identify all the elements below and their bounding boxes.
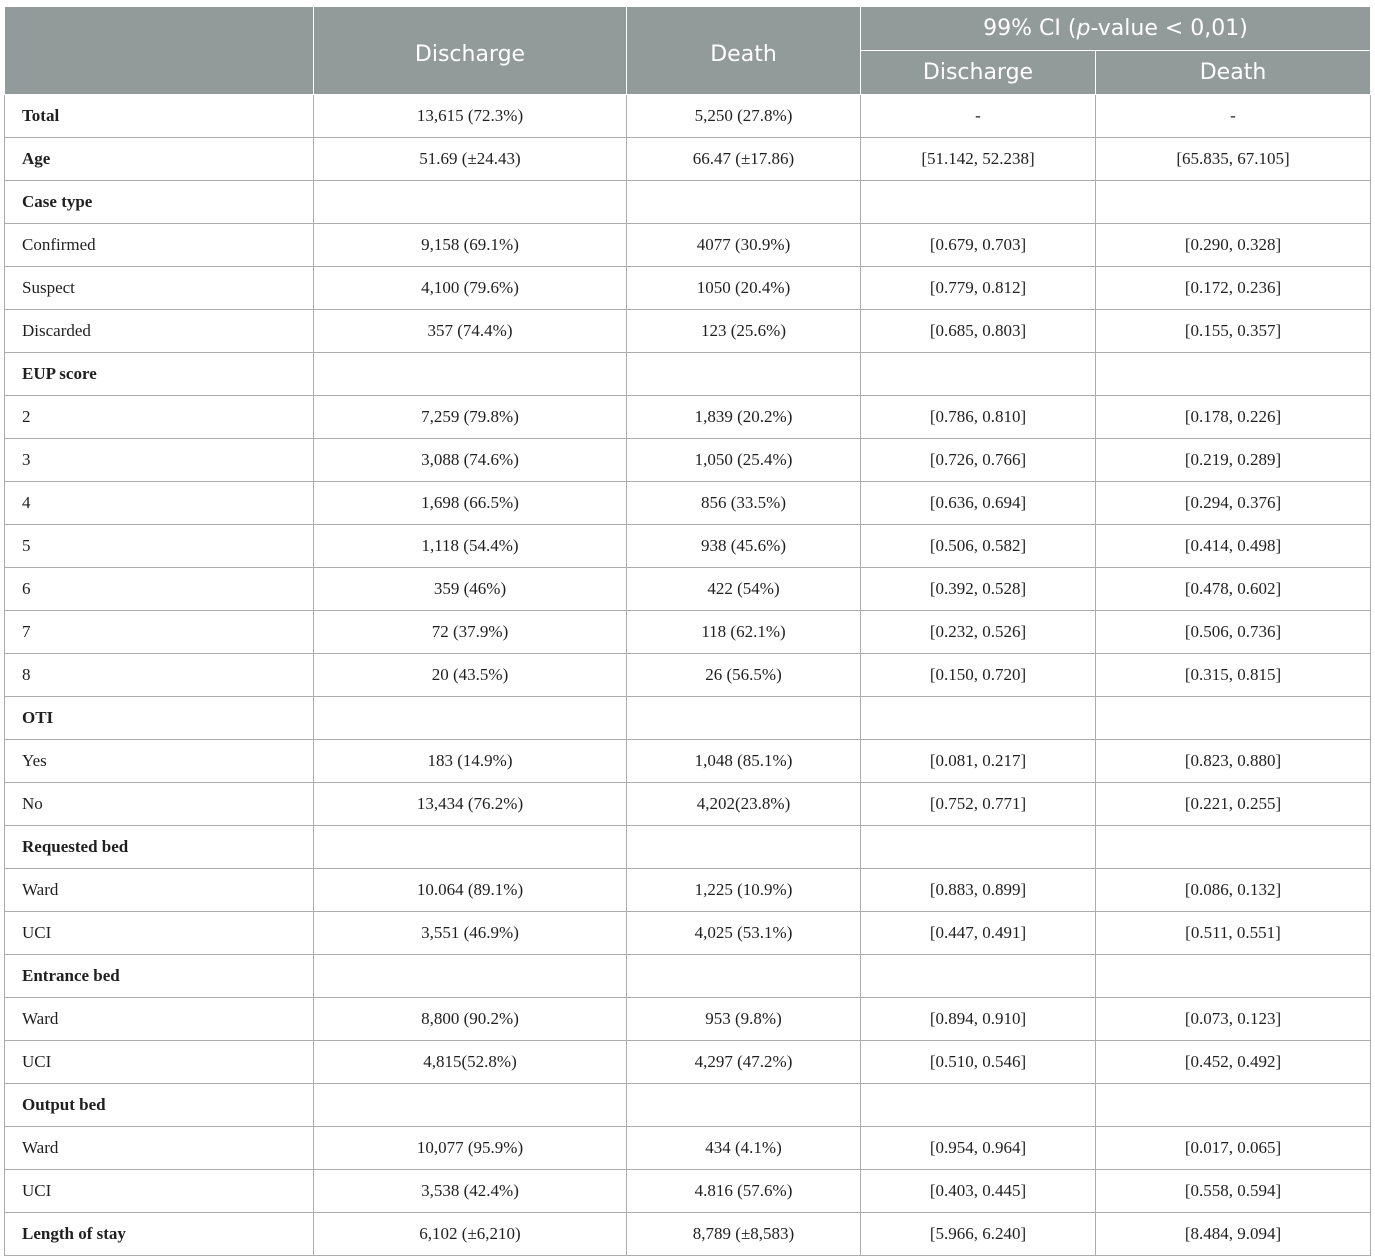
cell-ci-death: [0.178, 0.226] bbox=[1096, 396, 1371, 439]
row-label: Entrance bed bbox=[5, 955, 314, 998]
cell-death bbox=[627, 1084, 861, 1127]
row-label: Total bbox=[5, 95, 314, 138]
cell-ci-discharge bbox=[861, 353, 1096, 396]
cell-ci-death: [0.452, 0.492] bbox=[1096, 1041, 1371, 1084]
cell-death: 4,025 (53.1%) bbox=[627, 912, 861, 955]
table-row bbox=[5, 396, 1371, 439]
cell-ci-discharge: [0.403, 0.445] bbox=[861, 1170, 1096, 1213]
cell-death: 4,297 (47.2%) bbox=[627, 1041, 861, 1084]
cell-ci-discharge bbox=[861, 826, 1096, 869]
header-ci-suffix: -value < 0,01) bbox=[1090, 16, 1248, 41]
row-label: UCI bbox=[5, 1041, 314, 1084]
results-table bbox=[4, 6, 1371, 1256]
cell-death: 8,789 (±8,583) bbox=[627, 1213, 861, 1256]
table-row bbox=[5, 783, 1371, 826]
header-ci-prefix: 99% CI ( bbox=[983, 16, 1077, 41]
table-row bbox=[5, 1170, 1371, 1213]
cell-ci-death: [0.294, 0.376] bbox=[1096, 482, 1371, 525]
cell-ci-death: [0.478, 0.602] bbox=[1096, 568, 1371, 611]
row-label: 3 bbox=[5, 439, 314, 482]
table-row bbox=[5, 697, 1371, 740]
cell-ci-discharge: [0.779, 0.812] bbox=[861, 267, 1096, 310]
header-ci bbox=[861, 7, 1371, 51]
row-label: OTI bbox=[5, 697, 314, 740]
cell-ci-death: [0.506, 0.736] bbox=[1096, 611, 1371, 654]
cell-discharge bbox=[314, 1084, 627, 1127]
cell-death bbox=[627, 955, 861, 998]
cell-discharge bbox=[314, 697, 627, 740]
cell-ci-death: [0.221, 0.255] bbox=[1096, 783, 1371, 826]
table-header bbox=[5, 7, 1371, 95]
cell-ci-discharge bbox=[861, 955, 1096, 998]
cell-death: 1050 (20.4%) bbox=[627, 267, 861, 310]
table-row bbox=[5, 1213, 1371, 1256]
table-row bbox=[5, 310, 1371, 353]
cell-discharge: 72 (37.9%) bbox=[314, 611, 627, 654]
header-ci-discharge: Discharge bbox=[861, 51, 1096, 95]
cell-ci-death: [8.484, 9.094] bbox=[1096, 1213, 1371, 1256]
cell-discharge: 1,118 (54.4%) bbox=[314, 525, 627, 568]
cell-death: 856 (33.5%) bbox=[627, 482, 861, 525]
cell-death: 1,225 (10.9%) bbox=[627, 869, 861, 912]
header-ci-death: Death bbox=[1096, 51, 1371, 95]
cell-ci-discharge: [0.894, 0.910] bbox=[861, 998, 1096, 1041]
cell-ci-death: [0.558, 0.594] bbox=[1096, 1170, 1371, 1213]
table-row bbox=[5, 181, 1371, 224]
row-label: No bbox=[5, 783, 314, 826]
cell-ci-discharge bbox=[861, 697, 1096, 740]
cell-ci-death: [0.315, 0.815] bbox=[1096, 654, 1371, 697]
cell-ci-discharge: [0.232, 0.526] bbox=[861, 611, 1096, 654]
table-row bbox=[5, 439, 1371, 482]
cell-ci-death: [0.172, 0.236] bbox=[1096, 267, 1371, 310]
cell-discharge: 51.69 (±24.43) bbox=[314, 138, 627, 181]
cell-death: 434 (4.1%) bbox=[627, 1127, 861, 1170]
table-row bbox=[5, 138, 1371, 181]
cell-ci-death bbox=[1096, 955, 1371, 998]
cell-ci-discharge bbox=[861, 1084, 1096, 1127]
row-label: Discarded bbox=[5, 310, 314, 353]
table-row bbox=[5, 654, 1371, 697]
table-row bbox=[5, 224, 1371, 267]
row-label: 4 bbox=[5, 482, 314, 525]
cell-death: 953 (9.8%) bbox=[627, 998, 861, 1041]
row-label: Confirmed bbox=[5, 224, 314, 267]
cell-death: 118 (62.1%) bbox=[627, 611, 861, 654]
table-row bbox=[5, 482, 1371, 525]
cell-ci-discharge: [0.447, 0.491] bbox=[861, 912, 1096, 955]
cell-discharge bbox=[314, 181, 627, 224]
table-row bbox=[5, 525, 1371, 568]
cell-death: 1,048 (85.1%) bbox=[627, 740, 861, 783]
header-discharge: Discharge bbox=[314, 7, 627, 95]
row-label: Ward bbox=[5, 869, 314, 912]
cell-ci-discharge: [0.679, 0.703] bbox=[861, 224, 1096, 267]
cell-discharge: 357 (74.4%) bbox=[314, 310, 627, 353]
row-label: Length of stay bbox=[5, 1213, 314, 1256]
cell-ci-discharge: - bbox=[861, 95, 1096, 138]
row-label: Ward bbox=[5, 998, 314, 1041]
cell-ci-discharge: [51.142, 52.238] bbox=[861, 138, 1096, 181]
cell-ci-death: [0.290, 0.328] bbox=[1096, 224, 1371, 267]
cell-discharge: 13,615 (72.3%) bbox=[314, 95, 627, 138]
cell-discharge bbox=[314, 353, 627, 396]
cell-death: 938 (45.6%) bbox=[627, 525, 861, 568]
cell-ci-discharge: [0.685, 0.803] bbox=[861, 310, 1096, 353]
cell-death: 1,050 (25.4%) bbox=[627, 439, 861, 482]
cell-ci-discharge: [0.392, 0.528] bbox=[861, 568, 1096, 611]
header-empty-cell bbox=[5, 7, 314, 95]
cell-discharge: 3,538 (42.4%) bbox=[314, 1170, 627, 1213]
table-row bbox=[5, 826, 1371, 869]
table-row bbox=[5, 1084, 1371, 1127]
cell-discharge: 9,158 (69.1%) bbox=[314, 224, 627, 267]
row-label: Age bbox=[5, 138, 314, 181]
row-label: Ward bbox=[5, 1127, 314, 1170]
cell-discharge bbox=[314, 955, 627, 998]
cell-discharge: 8,800 (90.2%) bbox=[314, 998, 627, 1041]
cell-discharge: 3,551 (46.9%) bbox=[314, 912, 627, 955]
cell-ci-death: [0.511, 0.551] bbox=[1096, 912, 1371, 955]
table-row bbox=[5, 95, 1371, 138]
table-row bbox=[5, 869, 1371, 912]
row-label: 8 bbox=[5, 654, 314, 697]
cell-death: 66.47 (±17.86) bbox=[627, 138, 861, 181]
cell-ci-discharge: [0.150, 0.720] bbox=[861, 654, 1096, 697]
row-label: 7 bbox=[5, 611, 314, 654]
cell-ci-death bbox=[1096, 697, 1371, 740]
cell-ci-death: [0.017, 0.065] bbox=[1096, 1127, 1371, 1170]
cell-ci-discharge bbox=[861, 181, 1096, 224]
cell-death bbox=[627, 826, 861, 869]
cell-death: 5,250 (27.8%) bbox=[627, 95, 861, 138]
header-death: Death bbox=[627, 7, 861, 95]
table-row bbox=[5, 611, 1371, 654]
row-label: 6 bbox=[5, 568, 314, 611]
cell-ci-discharge: [5.966, 6.240] bbox=[861, 1213, 1096, 1256]
cell-discharge: 20 (43.5%) bbox=[314, 654, 627, 697]
cell-death bbox=[627, 181, 861, 224]
table-row bbox=[5, 955, 1371, 998]
cell-discharge: 7,259 (79.8%) bbox=[314, 396, 627, 439]
cell-death: 4.816 (57.6%) bbox=[627, 1170, 861, 1213]
cell-ci-discharge: [0.636, 0.694] bbox=[861, 482, 1096, 525]
cell-ci-death: [65.835, 67.105] bbox=[1096, 138, 1371, 181]
cell-death bbox=[627, 697, 861, 740]
cell-ci-discharge: [0.506, 0.582] bbox=[861, 525, 1096, 568]
cell-ci-death: [0.219, 0.289] bbox=[1096, 439, 1371, 482]
table-row bbox=[5, 912, 1371, 955]
cell-discharge bbox=[314, 826, 627, 869]
cell-ci-death: [0.073, 0.123] bbox=[1096, 998, 1371, 1041]
row-label: Suspect bbox=[5, 267, 314, 310]
cell-ci-discharge: [0.726, 0.766] bbox=[861, 439, 1096, 482]
cell-discharge: 13,434 (76.2%) bbox=[314, 783, 627, 826]
table-row bbox=[5, 1041, 1371, 1084]
cell-ci-death: [0.823, 0.880] bbox=[1096, 740, 1371, 783]
cell-discharge: 183 (14.9%) bbox=[314, 740, 627, 783]
cell-death: 422 (54%) bbox=[627, 568, 861, 611]
row-label: 2 bbox=[5, 396, 314, 439]
table-row bbox=[5, 353, 1371, 396]
cell-discharge: 359 (46%) bbox=[314, 568, 627, 611]
cell-ci-death: [0.155, 0.357] bbox=[1096, 310, 1371, 353]
table-row bbox=[5, 1127, 1371, 1170]
cell-death: 123 (25.6%) bbox=[627, 310, 861, 353]
cell-ci-discharge: [0.954, 0.964] bbox=[861, 1127, 1096, 1170]
row-label: Case type bbox=[5, 181, 314, 224]
row-label: EUP score bbox=[5, 353, 314, 396]
cell-discharge: 4,815(52.8%) bbox=[314, 1041, 627, 1084]
table-row bbox=[5, 568, 1371, 611]
row-label: UCI bbox=[5, 912, 314, 955]
cell-ci-death bbox=[1096, 826, 1371, 869]
cell-ci-discharge: [0.752, 0.771] bbox=[861, 783, 1096, 826]
cell-death: 1,839 (20.2%) bbox=[627, 396, 861, 439]
cell-death bbox=[627, 353, 861, 396]
cell-discharge: 3,088 (74.6%) bbox=[314, 439, 627, 482]
cell-discharge: 10,077 (95.9%) bbox=[314, 1127, 627, 1170]
cell-ci-discharge: [0.883, 0.899] bbox=[861, 869, 1096, 912]
row-label: 5 bbox=[5, 525, 314, 568]
cell-death: 26 (56.5%) bbox=[627, 654, 861, 697]
cell-ci-death: [0.086, 0.132] bbox=[1096, 869, 1371, 912]
cell-ci-discharge: [0.786, 0.810] bbox=[861, 396, 1096, 439]
cell-ci-death bbox=[1096, 353, 1371, 396]
cell-death: 4077 (30.9%) bbox=[627, 224, 861, 267]
cell-discharge: 4,100 (79.6%) bbox=[314, 267, 627, 310]
table-row bbox=[5, 267, 1371, 310]
table-row bbox=[5, 740, 1371, 783]
row-label: Output bed bbox=[5, 1084, 314, 1127]
row-label: Yes bbox=[5, 740, 314, 783]
cell-ci-death bbox=[1096, 1084, 1371, 1127]
table-row bbox=[5, 998, 1371, 1041]
cell-discharge: 1,698 (66.5%) bbox=[314, 482, 627, 525]
cell-ci-discharge: [0.081, 0.217] bbox=[861, 740, 1096, 783]
row-label: Requested bed bbox=[5, 826, 314, 869]
cell-ci-death bbox=[1096, 181, 1371, 224]
cell-ci-discharge: [0.510, 0.546] bbox=[861, 1041, 1096, 1084]
cell-discharge: 6,102 (±6,210) bbox=[314, 1213, 627, 1256]
cell-ci-death: [0.414, 0.498] bbox=[1096, 525, 1371, 568]
cell-ci-death: - bbox=[1096, 95, 1371, 138]
row-label: UCI bbox=[5, 1170, 314, 1213]
cell-discharge: 10.064 (89.1%) bbox=[314, 869, 627, 912]
table-body bbox=[5, 95, 1371, 1256]
header-ci-p: p bbox=[1076, 16, 1091, 41]
cell-death: 4,202(23.8%) bbox=[627, 783, 861, 826]
